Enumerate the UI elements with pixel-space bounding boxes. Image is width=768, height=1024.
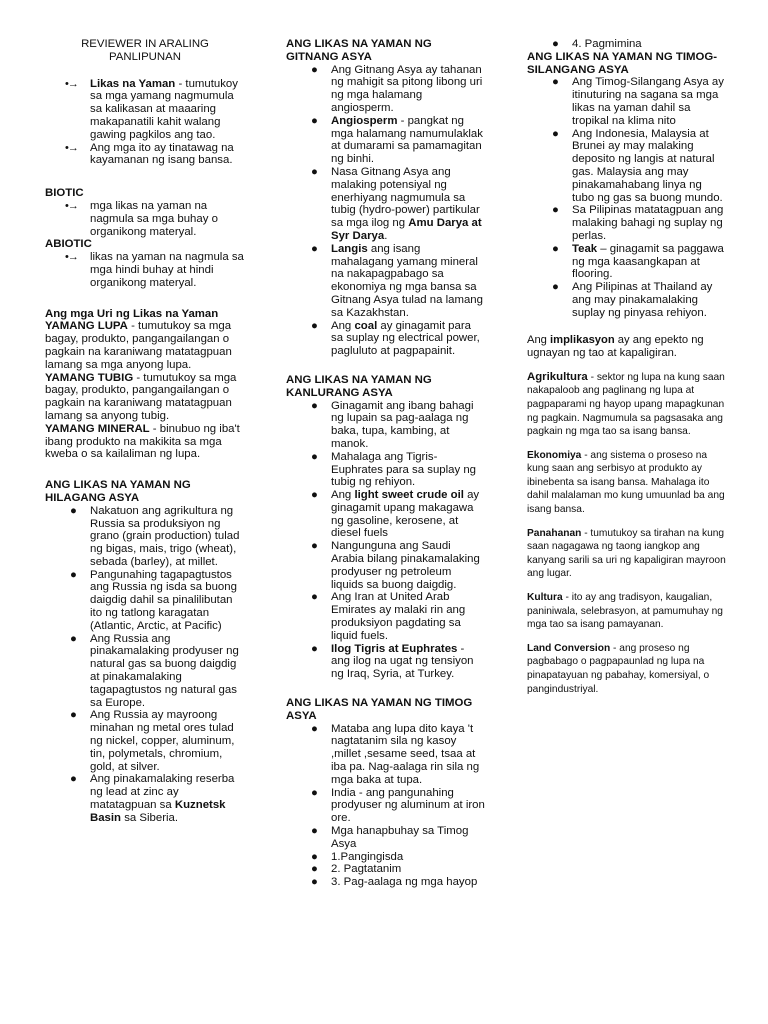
list-item: ● Ang Russia ay mayroong minahan ng metal ores tulad ng nickel, copper, aluminum, tin, polymetals, chromium, gold, at silver. — [70, 709, 235, 773]
bullet-icon: ● — [311, 591, 318, 604]
bullet-icon: ● — [70, 773, 77, 786]
bullet-icon: ● — [311, 825, 318, 838]
list-item: ● Ang Iran at United Arab Emirates ay malaki rin ang produksiyon pagdating sa liquid fuels. — [311, 591, 466, 642]
list-item: ● Ang coal ay ginagamit para sa suplay ng electrical power, pagluluto at pagpapainit. — [311, 319, 480, 358]
kanluran-list — [286, 400, 486, 682]
bullet-icon: ● — [70, 504, 77, 517]
bullet-icon: ● — [70, 709, 77, 722]
list-item: ● Nakatuon ang agrikultura ng Russia sa produksiyon ng grano (grain production) tulad ng bigas, mais, trigo (wheat), sebada (barley), at millet. — [70, 504, 240, 568]
bullet-icon: ● — [552, 204, 559, 217]
list-item: ● India - ang pangunahing prodyuser ng aluminum at iron ore. — [311, 786, 485, 825]
list-item: ● 1.Pangingisda — [311, 850, 404, 863]
term: Likas na Yaman — [90, 77, 176, 90]
list-item: ● Sa Pilipinas matatagpuan ang malaking bahagi ng suplay ng perlas. — [552, 204, 724, 242]
type-entry — [45, 372, 245, 423]
bullet-icon: ● — [311, 876, 318, 889]
abiotic-definition: likas na yaman na nagmula sa mga hindi buhay at hindi organikong materyal. — [90, 251, 244, 289]
arrow-bullet-icon: •→ — [65, 141, 78, 154]
list-item: ● Ang Timog-Silangang Asya ay itinuturing na sagana sa mga likas na yaman dahil sa tropikal na klima nito — [552, 76, 724, 127]
bullet-icon: ● — [311, 399, 318, 412]
definition: - tumutukoy sa mga bagay, produkto, pangangailangan o pagkain na karaniwang matatagpuan lamang sa mga anyong lupa. — [45, 320, 232, 371]
type-entry — [45, 320, 245, 371]
list-item: ● Ang Pilipinas at Thailand ay ang may pinakamalaking suplay ng pinyasa rehiyon. — [552, 281, 713, 319]
intro-list — [45, 78, 245, 168]
definition-entry: Ekonomiya - ang sistema o proseso na kung saan ang serbisyo at produkto ay ibinebenta sa isang bansa. Mahalaga ito dahil malalaman mo kung umuunlad ba ang isang bansa. — [527, 449, 725, 516]
bullet-icon: ● — [311, 114, 318, 127]
bullet-icon: ● — [70, 568, 77, 581]
list-item: ● Angiosperm - pangkat ng mga halamang namumulaklak at dumarami sa pamamagitan ng binhi. — [311, 114, 483, 166]
column-1 — [45, 38, 245, 825]
list-item: ● 2. Pagtatanim — [311, 863, 402, 876]
list-item: ● Nangunguna ang Saudi Arabia bilang pinakamalaking prodyuser ng petroleum liquids sa buong daigdig. — [311, 540, 480, 591]
document-title: REVIEWER IN ARALING PANLIPUNAN — [81, 38, 209, 63]
bullet-icon: ● — [311, 165, 318, 178]
list-item: ● Pangunahing tagapagtustos ang Russia ng isda sa buong daigdig dahil sa pinalilibutan ito ng tatlong karagatan (Atlantic, Arctic, at Pacific) — [70, 568, 237, 632]
bullet-icon: ● — [311, 319, 318, 332]
biotic-definition: mga likas na yaman na nagmula sa mga buhay o organikong materyal. — [90, 199, 218, 238]
bullet-icon: ● — [311, 540, 318, 553]
arrow-bullet-icon: •→ — [65, 251, 78, 264]
list-item: ● Ang Russia ang pinakamalaking prodyuser ng natural gas sa buong daigdig at pinakamalaking tagapagtustos ng natural gas sa Europe. — [70, 632, 239, 709]
hilaga-heading: ANG LIKAS NA YAMAN NG HILAGANG ASYA — [45, 479, 191, 504]
definition-entry: Kultura - ito ay ang tradisyon, kaugalian, paniniwala, selebrasyon, at pamumuhay ng mga tao sa isang pamayanan. — [527, 592, 723, 631]
bullet-icon: ● — [552, 281, 559, 294]
type-entry — [45, 423, 245, 461]
uri-heading: Ang mga Uri ng Likas na Yaman — [45, 307, 219, 320]
list-item — [45, 200, 245, 238]
list-item: ● Teak – ginagamit sa paggawa ng mga kaasangkapan at flooring. — [552, 242, 724, 281]
definition: Ang mga ito ay tinatawag na kayamanan ng isang bansa. — [90, 141, 234, 167]
bullet-icon: ● — [311, 850, 318, 863]
timog-silangan-heading: ANG LIKAS NA YAMAN NG TIMOG-SILANGANG ASYA — [527, 50, 718, 76]
gitna-list — [286, 64, 486, 358]
bullet-icon: ● — [311, 863, 318, 876]
list-item: ● Ang Indonesia, Malaysia at Brunei ay may malaking deposito ng langis at natural gas. Malaysia ang may pinakamahabang linya ng tubo ng gas sa buong mundo. — [552, 127, 723, 204]
list-item: ● Mahalaga ang Tigris-Euphrates para sa suplay ng tubig ng rehiyon. — [311, 450, 477, 489]
bullet-icon: ● — [552, 242, 559, 255]
list-item — [45, 251, 245, 289]
bullet-icon: ● — [311, 722, 318, 735]
definition-entry: Agrikultura - sektor ng lupa na kung saan nakapaloob ang paglinang ng lupa at pagpaparami ng hayop upang mapagkunan ng pagkain. Nagmumula sa pagsasaka ang pagkain ng mga tao sa isang bansa. — [527, 370, 725, 438]
biotic-heading: BIOTIC — [45, 187, 84, 200]
definition-entry: Ang implikasyon ay ang epekto ng ugnayan ng tao at kapaligiran. — [527, 333, 704, 360]
definition-entry: Panahanan - tumutukoy sa tirahan na kung saan nagagawa ng taong iangkop ang kanyang sarili sa uri ng kapaligiran mayroon ang lugar. — [527, 527, 726, 580]
definition: - binubuo ng iba't ibang produkto na makikita sa mga kweba o sa kailaliman ng lupa. — [45, 422, 240, 461]
continued-list — [527, 38, 727, 51]
bullet-icon: ● — [311, 63, 318, 76]
bullet-icon: ● — [311, 642, 318, 655]
list-item: ● 3. Pag-aalaga ng mga hayop — [311, 876, 478, 889]
bullet-icon: ● — [552, 127, 559, 140]
hilaga-list — [45, 505, 245, 825]
list-item: ● Nasa Gitnang Asya ang malaking potensiyal ng enerhiyang nagmumula sa tubig (hydro-power) partikular sa mga ilog ng Amu Darya at Syr Darya. — [311, 165, 482, 242]
bullet-icon: ● — [552, 38, 559, 50]
arrow-bullet-icon: •→ — [65, 199, 78, 212]
list-item: ● Ang Gitnang Asya ay tahanan ng mahigit sa pitong libong uri ng mga halamang angiosperm. — [311, 63, 483, 114]
bullet-icon: ● — [70, 632, 77, 645]
definition-entry: Land Conversion - ang proseso ng pagbabago o pagpapaunlad ng lupa na pinapatayuan ng pabahay, komersiyal, o pangindustriyal. — [527, 642, 710, 695]
list-item: ● 4. Pagmimina — [552, 38, 642, 50]
list-item: ● Ang pinakamalaking reserba ng lead at zinc ay matatagpuan sa Kuznetsk Basin sa Siberia. — [70, 773, 235, 824]
term: YAMANG TUBIG — [45, 371, 134, 384]
arrow-bullet-icon: •→ — [65, 77, 78, 90]
list-item — [45, 142, 245, 168]
list-item: ● Ilog Tigris at Euphrates - ang ilog na ugat ng tensiyon ng Iraq, Syria, at Turkey. — [311, 642, 474, 681]
definition: - tumutukoy sa mga bagay, produkto, pangangailangan o pagkain na karaniwang matatagpuan lamang sa anyong tubig. — [45, 371, 237, 422]
term: YAMANG LUPA — [45, 320, 128, 333]
bullet-icon: ● — [311, 450, 318, 463]
term: YAMANG MINERAL — [45, 422, 150, 435]
bullet-icon: ● — [311, 489, 318, 502]
list-item: ● Langis ang isang mahalagang yamang mineral na nakapagpabago sa ekonomiya ng mga bansa sa Gitnang Asya tulad na lamang sa Kazakhstan. — [311, 242, 483, 319]
column-3 — [527, 38, 727, 696]
list-item — [45, 78, 245, 142]
list-item: ● Ang light sweet crude oil ay ginagamit upang makagawa ng gasoline, kerosene, at diesel fuels — [311, 489, 480, 540]
column-2 — [286, 38, 486, 889]
timog-list — [286, 723, 486, 889]
bullet-icon: ● — [552, 76, 559, 89]
abiotic-heading: ABIOTIC — [45, 238, 92, 251]
definitions — [527, 334, 727, 697]
list-item: ● Mataba ang lupa dito kaya 't nagtatanim sila ng kasoy ,millet ,sesame seed, tsaa at iba pa. Nag-aalaga rin sila ng mga baka at tupa. — [311, 722, 480, 786]
definition: - tumutukoy sa mga yamang nagmumula sa kalikasan at maaaring makapanatili kahit walang gawing pagkilos ang tao. — [90, 77, 238, 141]
bullet-icon: ● — [311, 786, 318, 799]
timog-heading: ANG LIKAS NA YAMAN NG TIMOG ASYA — [286, 697, 473, 722]
gitna-heading: ANG LIKAS NA YAMAN NG GITNANG ASYA — [286, 38, 432, 63]
list-item: ● Mga hanapbuhay sa Timog Asya — [311, 825, 469, 850]
kanluran-heading: ANG LIKAS NA YAMAN NG KANLURANG ASYA — [286, 373, 432, 399]
bullet-icon: ● — [311, 242, 318, 255]
timog-silangan-list — [527, 76, 727, 319]
list-item: ● Ginagamit ang ibang bahagi ng lupain sa pag-aalaga ng baka, tupa, kambing, at manok. — [311, 399, 474, 450]
